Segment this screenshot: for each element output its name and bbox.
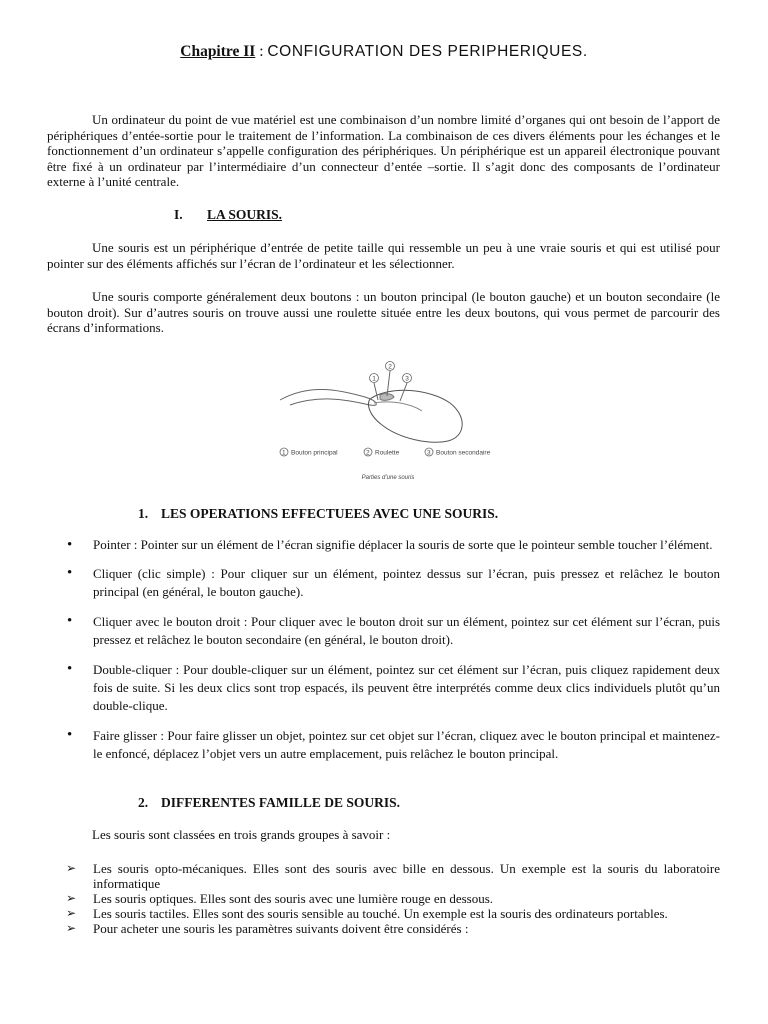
souris-definition-text: Une souris est un périphérique d’entrée de petite taille qui ressemble un peu à une vraie souris et qui est utilisé pour pointer sur des éléments affichés sur l’écran de l’ordinateur et les sélectionner. xyxy=(47,240,720,271)
list-item: • Cliquer avec le bouton droit : Pour cliquer avec le bouton droit sur un élément, pointez sur cet élément sur l’écran, puis pressez et relâchez le bouton secondaire (en général, le bouton droit). xyxy=(67,612,720,647)
callout-number-3: 3 xyxy=(405,375,409,383)
souris-buttons-text: Une souris comporte généralement deux boutons : un bouton principal (le bouton gauche) et un bouton secondaire (le bouton droit). Sur d’autres souris on trouve aussi une roulette située entre les deux boutons, qui vous permet de parcourir des écrans d’informations. xyxy=(47,289,720,336)
legend-label-secondaire: Bouton secondaire xyxy=(436,449,491,457)
list-item: ➢ Les souris opto-mécaniques. Elles sont des souris avec bille en dessous. Un exemple est la souris du laboratoire informatique xyxy=(66,861,720,891)
subsection-title: LES OPERATIONS EFFECTUEES AVEC UNE SOURIS. xyxy=(161,506,499,521)
page-title xyxy=(0,43,768,61)
bullet-icon: • xyxy=(67,537,73,553)
subsection-title: DIFFERENTES FAMILLE DE SOURIS. xyxy=(161,795,401,810)
figure-caption: Parties d’une souris xyxy=(361,475,415,481)
intro-text: Un ordinateur du point de vue matériel est une combinaison d’un nombre limité d’organes qui ont besoin de l’apport de périphériques d’entée-sortie pour le traitement de l’information. La combinaison de ces divers éléments pour les échanges et le fonctionnement d’un ordinateur s’appelle configuration des périphériques. Un périphérique est un appareil électronique pouvant être fixé à un ordinateur par l’intermédiaire d’un connecteur d’entée –sortie. Il s’agit donc des composants de l’ordinateur externe à l’unité centrale. xyxy=(47,112,720,190)
arrow-bullet-icon: ➢ xyxy=(66,891,77,905)
legend-number-1: 1 xyxy=(282,449,286,457)
bullet-icon: • xyxy=(67,612,73,629)
bullet-icon: • xyxy=(67,564,73,581)
souris-buttons-paragraph xyxy=(47,289,720,336)
list-item: • Cliquer (clic simple) : Pour cliquer sur un élément, pointez dessus sur l’écran, puis pressez et relâchez le bouton principal (en général, le bouton gauche). xyxy=(67,564,720,599)
intro-paragraph xyxy=(47,112,720,190)
bullet-icon: • xyxy=(67,660,73,677)
mouse-cable xyxy=(280,389,376,405)
arrow-bullet-icon: ➢ xyxy=(66,921,77,935)
section-heading-souris xyxy=(174,207,282,223)
list-item: ➢ Pour acheter une souris les paramètres suivants doivent être considérés : xyxy=(66,921,469,936)
legend-label-principal: Bouton principal xyxy=(291,449,338,457)
legend-number-3: 3 xyxy=(427,449,431,457)
souris-definition-paragraph xyxy=(47,240,720,271)
arrow-bullet-icon: ➢ xyxy=(66,861,77,875)
chapter-label: Chapitre II xyxy=(180,43,256,60)
list-item: • Faire glisser : Pour faire glisser un objet, pointez sur cet objet sur l’écran, cliquez avec le bouton principal et maintenez-le enfoncé, déplacez l’objet vers un autre emplacement, puis relâchez le bouton principal. xyxy=(67,726,720,761)
legend-label-roulette: Roulette xyxy=(375,449,400,457)
section-title: LA SOURIS. xyxy=(207,207,283,222)
arrow-bullet-icon: ➢ xyxy=(66,906,77,920)
list-item: ➢ Les souris tactiles. Elles sont des souris sensible au touché. Un exemple est la souris des ordinateurs portables. xyxy=(66,906,668,921)
title-separator: : xyxy=(255,43,268,60)
subsection-number: 1. xyxy=(138,506,149,521)
callout-number-2: 2 xyxy=(388,363,392,371)
familles-intro: Les souris sont classées en trois grands groupes à savoir : xyxy=(92,827,391,842)
operations-list xyxy=(47,537,720,763)
legend-number-2: 2 xyxy=(366,449,370,457)
subsection-number: 2. xyxy=(138,795,149,810)
callout-line-2 xyxy=(387,371,390,396)
mouse-button-split xyxy=(374,402,422,411)
subsection-heading-familles xyxy=(138,795,400,811)
list-item: • Double-cliquer : Pour double-cliquer sur un élément, pointez sur cet élément sur l’écran, puis cliquez rapidement deux fois de suite. Si les deux clics sont trop espacés, ils peuvent être interprétés comme deux clics individuels plutôt qu’un double-clique. xyxy=(67,660,720,713)
section-number: I. xyxy=(174,207,183,222)
callout-line-1 xyxy=(374,383,378,400)
familles-list xyxy=(47,861,720,936)
callout-number-1: 1 xyxy=(372,375,376,383)
bullet-icon: • xyxy=(67,726,73,743)
list-item: ➢ Les souris optiques. Elles sont des souris avec une lumière rouge en dessous. xyxy=(66,891,494,906)
list-item: • Pointer : Pointer sur un élément de l’écran signifie déplacer la souris de sorte que le pointeur semble toucher l’élément. xyxy=(67,537,713,553)
mouse-parts-figure xyxy=(270,355,510,485)
callout-line-3 xyxy=(400,383,407,401)
subsection-heading-operations xyxy=(138,506,498,522)
chapter-heading: CONFIGURATION DES PERIPHERIQUES. xyxy=(267,43,588,60)
